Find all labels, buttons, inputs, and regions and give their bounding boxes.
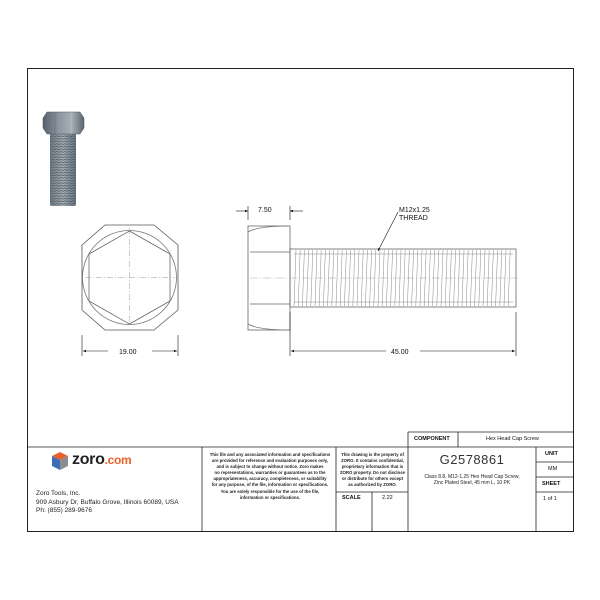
property-notice	[339, 452, 406, 489]
disclaimer-line: information or specifications.	[239, 494, 301, 500]
unit-label: UNIT	[545, 451, 558, 457]
scale-value: 2.22	[382, 495, 393, 501]
head-width-label: 19.00	[119, 349, 137, 356]
component-label: COMPONENT	[414, 436, 450, 442]
screw-side-view	[248, 226, 520, 330]
disclaimer-line: and is subject to change without notice. Zoro makes	[216, 464, 324, 470]
company-name: Zoro Tools, Inc.	[36, 490, 81, 497]
scale-label: SCALE	[342, 495, 361, 501]
property-line: proprietary information that is	[341, 464, 404, 470]
disclaimer-line: You are solely responsible for the use of the file,	[220, 488, 320, 494]
disclaimer-line: This file and any associated information and specifications	[209, 452, 331, 457]
thread-line	[508, 250, 510, 306]
thread-callout-leader	[378, 212, 398, 251]
company-info	[36, 490, 179, 516]
property-line: as authorized by ZORO.	[348, 482, 397, 488]
property-line: or distribute for others except	[341, 476, 404, 482]
sheet-label: SHEET	[542, 481, 561, 487]
part-description	[410, 474, 534, 487]
thread-spec-label: M12x1.25	[399, 207, 430, 214]
logo-word: zoro	[72, 451, 105, 468]
sheet-value: 1 of 1	[543, 496, 557, 502]
property-line: ZORO property. Do not disclose	[339, 470, 406, 476]
part-number: G2578861	[439, 452, 505, 467]
disclaimer-line: appropriateness, accuracy, completeness, or suitability	[213, 476, 327, 482]
company-address: 909 Asbury Dr, Buffalo Grove, Illinois 60089, USA	[36, 498, 179, 506]
zoro-cube-icon	[52, 452, 68, 470]
property-line: This drawing is the property of	[341, 452, 404, 457]
zoro-logo	[72, 451, 131, 469]
logo-suffix: .com	[104, 453, 132, 467]
screw-3d-thumbnail	[43, 112, 84, 206]
thread-note-label: THREAD	[399, 215, 428, 222]
thread-line	[428, 250, 430, 306]
thread-line	[378, 250, 380, 306]
description-line: Class 8.8, M12-1.25 Hex Head Cap Screw,	[424, 474, 520, 480]
hex-head-end-view	[82, 225, 178, 330]
thread-line	[336, 250, 338, 306]
length-label: 45.00	[391, 349, 409, 356]
head-thickness-label: 7.50	[258, 207, 272, 214]
description-line: Zinc Plated Steel, 45 mm L, 10 PK	[433, 480, 511, 487]
thread-line	[479, 250, 481, 306]
unit-value: MM	[548, 466, 558, 472]
disclaimer-line: are provided for reference and evaluation purposes only,	[212, 458, 328, 464]
disclaimer-line: for any purpose, of the file, information or specifications.	[211, 482, 329, 488]
company-phone: Ph: (855) 289-9676	[36, 507, 93, 514]
property-line: ZORO. It contains confidential,	[341, 458, 404, 464]
disclaimer-line: no representations, warranties or guarantees as to the	[214, 470, 326, 476]
thread-line	[466, 250, 468, 306]
component-value: Hex Head Cap Screw	[486, 436, 539, 442]
disclaimer-text	[206, 452, 334, 501]
